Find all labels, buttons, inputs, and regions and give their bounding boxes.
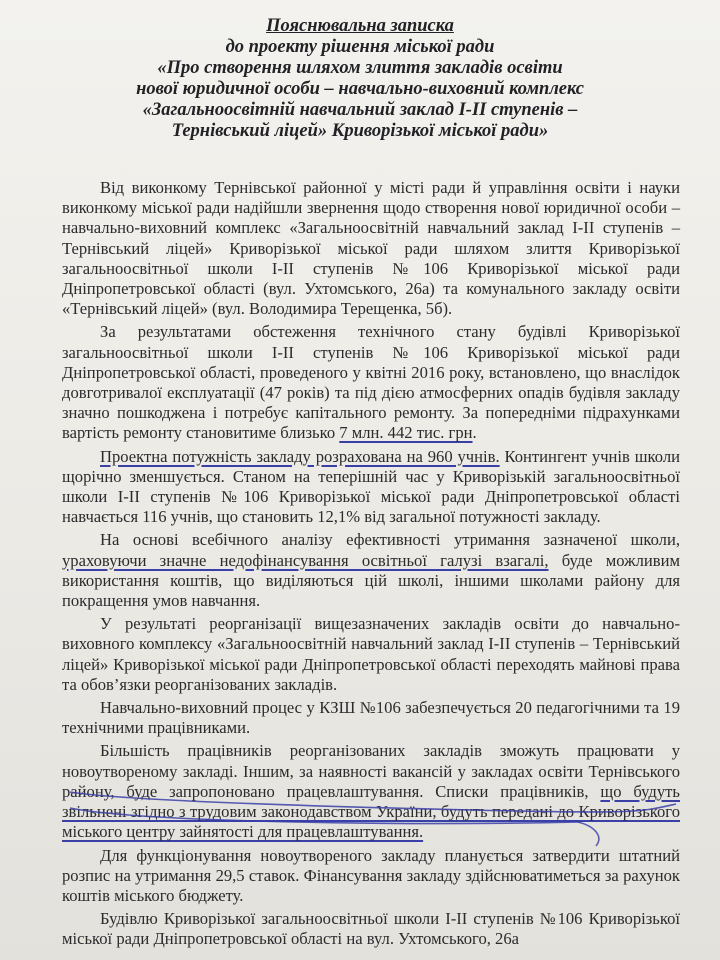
pen-underline-dismissed-staff: що будуть звільнені згідно з трудовим законодавством України, будуть передані до Криворізького міського центру зайнятості для працевлаштування. — [62, 781, 680, 842]
title-line-2: до проекту рішення міської ради — [225, 37, 495, 57]
paragraph-5-text: У результаті реорганізації вищезазначених закладів освіти до навчально-виховного комплексу «Загальноосвітній навчальний заклад І-ІІ ступенів – Тернівський ліцей» Криворізької міської ради Дніпропетровської області переходять майнові права та обов’язки реорганізованих закладів. — [62, 614, 680, 694]
title-line-3: «Про створення шляхом злиття закладів освіти — [157, 58, 563, 78]
title-line-5: «Загальноосвітній навчальний заклад І-ІІ ступенів – — [142, 100, 578, 120]
paragraph-6-text: Навчально-виховний процес у КЗШ №106 забезпечується 20 педагогічними та 19 технічними працівниками. — [62, 698, 680, 738]
paragraph-6 — [62, 698, 680, 738]
title-line-4: нової юридичної особи – навчально-виховний комплекс — [136, 79, 584, 99]
paragraph-9 — [62, 909, 680, 949]
paragraph-9-text: Будівлю Криворізької загальноосвітньої школи І-ІІ ступенів №106 Криворізької міської ради Дніпропетровської області на вул. Ухтомського, 26а — [62, 909, 680, 949]
pen-underline-capacity: Проектна потужність закладу розрахована на 960 учнів. — [100, 446, 500, 466]
paragraph-4-end: буде можливим використання коштів, що виділяються цій школі, іншими школами району для покращення умов навчання. — [62, 550, 680, 611]
paragraph-8 — [62, 846, 680, 907]
document-body — [62, 178, 680, 953]
pen-underline-underfunding: ураховуючи значне недофінансування освітньої галузі взагалі, — [62, 550, 549, 570]
title-line-1: Пояснювальна записка — [266, 16, 454, 36]
paragraph-2 — [62, 322, 680, 443]
paragraph-7-text: Більшість працівників реорганізованих закладів зможуть працювати у новоутвореному закладі. Іншим, за наявності вакансій у закладах освіти Тернівського району, буде запропоновано працевлаштування. Списки працівників, — [62, 741, 680, 801]
paragraph-7 — [62, 741, 680, 842]
document-title — [0, 16, 720, 142]
paragraph-1-text: Від виконкому Тернівської районної у місті ради й управління освіти і науки виконкому міської ради надійшли звернення щодо створення нової юридичної особи – навчально-виховний комплекс «Загальноосвітній навчальний заклад І-ІІ ступенів – Тернівський ліцей» Криворізької міської ради шляхом злиття Криворізької загальноосвітньої школи І-ІІ ступенів №106 Криворізької міської ради Дніпропетровської області (вул. Ухтомського, 26а) та комунального закладу освіти «Тернівський ліцей» (вул. Володимира Терещенка, 5б). — [62, 178, 680, 319]
paragraph-2-end: . — [472, 423, 477, 443]
pen-underline-repair-cost: 7 млн. 442 тис. грн — [339, 423, 473, 443]
paragraph-5 — [62, 614, 680, 695]
paragraph-1 — [62, 178, 680, 319]
paragraph-4-text: На основі всебічного аналізу ефективності утримання зазначеної школи, — [100, 530, 680, 550]
title-line-6: Тернівський ліцей» Криворізької міської ради» — [171, 121, 549, 141]
paragraph-2-text: За результатами обстеження технічного стану будівлі Криворізької загальноосвітньої школи І-ІІ ступенів №106 Криворізької міської ради Дніпропетровської області, проведеного у квітні 2016 року, встановлено, що внаслідок довготривалої експлуатації (47 років) та під дією атмосферних опадів будівля закладу значно пошкоджена і потребує капітального ремонту. За попередніми підрахунками вартість ремонту становитиме близько — [62, 322, 680, 443]
paragraph-4 — [62, 530, 680, 611]
paragraph-3-text: Контингент учнів школи щорічно зменшується. Станом на теперішній час у Криворізькій загальноосвітньої школи І-ІІ ступенів №106 Криворізької міської ради Дніпропетровської області навчається 116 учнів, що становить 12,1% від загальної потужності закладу. — [62, 446, 680, 527]
paragraph-8-text: Для функціонування новоутвореного закладу планується затвердити штатний розпис на утримання 29,5 ставок. Фінансування закладу здійснюватиметься за рахунок коштів міського бюджету. — [62, 845, 680, 905]
paragraph-3 — [62, 447, 680, 528]
